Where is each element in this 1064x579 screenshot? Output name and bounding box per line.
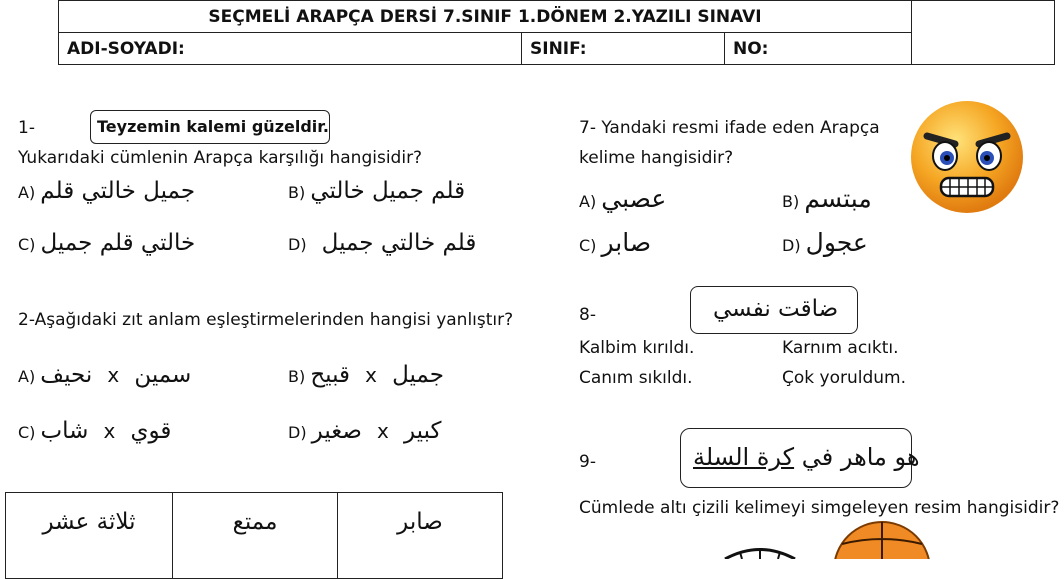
q7-option-c[interactable]: C) صابر — [579, 228, 652, 257]
q8-option-a[interactable]: Kalbim kırıldı. — [579, 338, 695, 358]
q1-option-b[interactable]: B) قلم جميل خالتي — [288, 178, 466, 204]
q1-sentence: Teyzemin kalemi güzeldir. — [97, 117, 329, 136]
class-label: SINIF: — [522, 33, 725, 65]
q7-line1: 7- Yandaki resmi ifade eden Arapça — [579, 118, 880, 138]
q7-option-d[interactable]: D) عجول — [782, 228, 868, 257]
q7-option-a[interactable]: A) عصبي — [579, 184, 667, 213]
score-cell — [912, 1, 1055, 65]
q1-sentence-box — [90, 110, 330, 144]
q7-option-b[interactable]: B) مبتسم — [782, 184, 872, 213]
q8-number: 8- — [579, 305, 596, 325]
word-table — [5, 492, 503, 579]
q1-option-c[interactable]: C) خالتي قلم جميل — [18, 230, 196, 256]
q1-prompt: Yukarıdaki cümlenin Arapça karşılığı hangisidir? — [18, 148, 423, 168]
q2-option-a[interactable]: A) نحيف x سمين — [18, 362, 192, 388]
word-cell: ثلاثة عشر — [6, 493, 173, 579]
q1-option-a[interactable]: A) جميل خالتي قلم — [18, 178, 196, 204]
q8-option-d[interactable]: Çok yoruldum. — [782, 368, 906, 388]
q2-prompt: 2-Aşağıdaki zıt anlam eşleştirmelerinden hangisi yanlıştır? — [18, 310, 514, 330]
q9-sentence: هو ماهر في كرة السلة — [693, 443, 920, 471]
q2-option-b[interactable]: B) قبيح x جميل — [288, 362, 444, 388]
q8-option-c[interactable]: Canım sıkıldı. — [579, 368, 693, 388]
q9-prompt: Cümlede altı çizili kelimeyi simgeleyen resim hangisidir? — [579, 498, 1060, 518]
q8-phrase: ضاقت نفسي — [713, 296, 839, 322]
q2-option-d[interactable]: D) صغير x كبير — [288, 418, 442, 444]
no-label: NO: — [725, 33, 912, 65]
q8-option-b[interactable]: Karnım acıktı. — [782, 338, 899, 358]
q8-phrase-box — [690, 286, 858, 334]
word-cell: ممتع — [173, 493, 338, 579]
q1-option-d[interactable]: D) قلم خالتي جميل — [288, 230, 477, 256]
word-cell: صابر — [338, 493, 503, 579]
q9-image-option-icon[interactable] — [720, 546, 800, 559]
name-label: ADI-SOYADI: — [59, 33, 522, 65]
header-table — [58, 0, 1055, 65]
q9-sentence-box — [680, 428, 920, 488]
q1-number: 1- — [18, 118, 35, 138]
angry-face-icon — [905, 98, 1030, 216]
q7-line2: kelime hangisidir? — [579, 148, 734, 168]
q2-option-c[interactable]: C) شاب x قوي — [18, 418, 172, 444]
exam-title: SEÇMELİ ARAPÇA DERSİ 7.SINIF 1.DÖNEM 2.YAZILI SINAVI — [59, 1, 912, 33]
q9-number: 9- — [579, 452, 596, 472]
basketball-icon[interactable] — [832, 520, 932, 559]
q9-underlined-word: كرة السلة — [693, 443, 795, 471]
